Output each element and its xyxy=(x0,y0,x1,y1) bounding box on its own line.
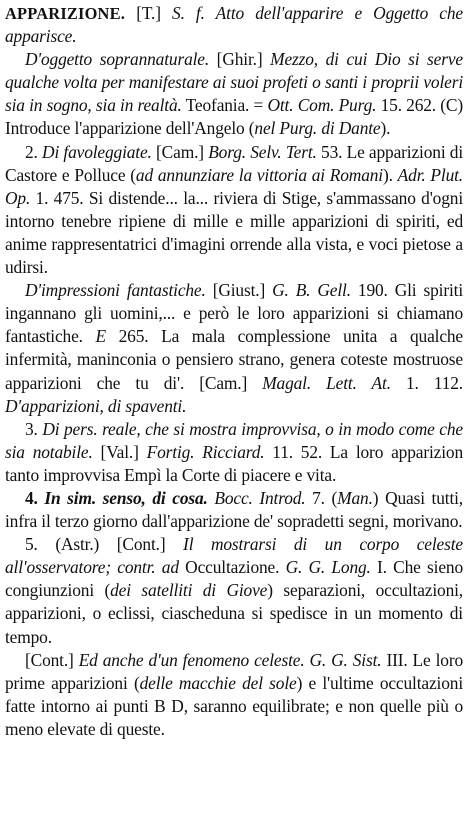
dictionary-entry-apparizione xyxy=(5,2,463,741)
text-segment: [Cam.] xyxy=(151,141,209,162)
text-segment: Bocc. Introd. xyxy=(214,487,306,508)
sense-paragraph xyxy=(5,487,463,533)
text-segment: Teofania. = xyxy=(181,95,268,116)
text-segment: 265. La mala complessione unita a qualche infermità, maninconia o pensiero strano, genera coteste mostruose apparizioni che tu di'. [Cam.] xyxy=(5,326,463,393)
text-segment: Mezzo, di cui Dio si serve qualche volta per manifestare ai suoi profeti o santi i proprii voleri sia in sogno, sia in realtà. xyxy=(5,49,463,116)
text-segment: ) e l'ultime occultazioni fatte intorno ai punti B D, saranno equilibrate; e non quelle più o meno elevate di queste. xyxy=(5,672,463,739)
text-segment: 1. 475. Si distende... la... riviera di Stige, s'ammassano d'ogni intorno tenebre ripiene di mille e mille apparizioni di spiriti, ed anime rappresentatrici d'imagini orrende alla vista, e voci pietose a udirsi. xyxy=(5,187,463,278)
text-segment: D'apparizioni, di spaventi. xyxy=(5,395,187,416)
sense-paragraph xyxy=(5,48,463,140)
text-segment: dei satelliti di Giove xyxy=(110,580,268,601)
text-segment: Magal. Lett. At. xyxy=(262,372,391,393)
text-segment: 4. xyxy=(25,487,45,508)
text-segment: ). xyxy=(382,164,398,185)
text-segment: Ott. Com. Purg. xyxy=(267,95,377,116)
sense-paragraph xyxy=(5,533,463,648)
text-segment: Fortig. Ricciard. xyxy=(146,441,265,462)
text-segment: G. B. Gell. xyxy=(272,280,351,301)
text-segment: 1. 112. xyxy=(390,372,464,393)
text-segment: G. G. Long. xyxy=(285,557,371,578)
text-segment: [Cont.] xyxy=(25,649,79,670)
text-segment: 11. 52. La loro apparizion tanto improvvisa Empì la Corte di piacere e vita. xyxy=(5,441,463,485)
text-segment: 3. xyxy=(25,418,43,439)
sense-paragraph xyxy=(5,418,463,487)
text-segment: D'oggetto soprannaturale. xyxy=(25,49,210,70)
text-segment: [T.] xyxy=(125,3,173,23)
text-segment: Man. xyxy=(337,487,373,508)
text-segment: nel Purg. di Dante xyxy=(254,118,381,139)
text-segment: delle macchie del sole xyxy=(139,672,297,693)
text-segment: 5. (Astr.) [Cont.] xyxy=(25,534,184,555)
text-segment: 190. Gli spiriti ingannano gli uomini,... e però le loro apparizioni si chiamano fantastiche. xyxy=(5,280,464,347)
sense-paragraph xyxy=(5,649,463,741)
entry-headword-paragraph xyxy=(5,2,463,48)
text-segment: 15. 262. (C) Introduce l'apparizione dell'Angelo ( xyxy=(5,95,464,139)
text-segment: ) Quasi tutti, infra il terzo giorno dall'apparizione de' sopradetti segni, morivano. xyxy=(5,487,464,532)
text-segment: 2. xyxy=(25,141,43,162)
text-segment: S. f. Atto dell'apparire e Oggetto che apparisce. xyxy=(5,3,463,47)
text-segment: ad annunziare la vittoria ai Romani xyxy=(135,164,383,185)
text-segment: Adr. Plut. Op. xyxy=(5,164,463,208)
text-segment: Di pers. reale, che si mostra improvvisa, o in modo come che sia notabile. xyxy=(5,418,463,462)
text-segment: D'impressioni fantastiche. xyxy=(25,280,206,301)
text-segment: [Giust.] xyxy=(205,280,273,301)
text-segment: Il mostrarsi di un corpo celeste all'osservatore; contr. ad xyxy=(5,534,463,578)
text-segment: III. Le loro prime apparizioni ( xyxy=(5,649,464,693)
text-segment: Occultazione. xyxy=(178,557,286,578)
text-segment: 53. Le apparizioni di Castore e Polluce ( xyxy=(5,141,464,185)
text-segment: E xyxy=(95,326,106,347)
text-segment: Di favoleggiate. xyxy=(42,141,152,162)
text-segment: I. Che sieno congiunzioni ( xyxy=(5,557,463,601)
text-segment: 7. ( xyxy=(305,487,338,508)
text-segment: ) separazioni, occultazioni, apparizioni, o eclissi, ciascheduna si spedisce in un momento di tempo. xyxy=(5,580,463,647)
headword: APPARIZIONE. xyxy=(5,4,126,23)
sense-paragraph xyxy=(5,141,463,280)
text-segment: Ed anche d'un fenomeno celeste. G. G. Sist. xyxy=(78,649,382,670)
text-segment: ). xyxy=(380,118,391,139)
text-segment: In sim. senso, di cosa. xyxy=(44,487,208,508)
text-segment: [Val.] xyxy=(92,441,147,462)
text-segment: Borg. Selv. Tert. xyxy=(208,141,317,162)
sense-paragraph xyxy=(5,279,463,418)
text-segment: [Ghir.] xyxy=(209,49,271,70)
